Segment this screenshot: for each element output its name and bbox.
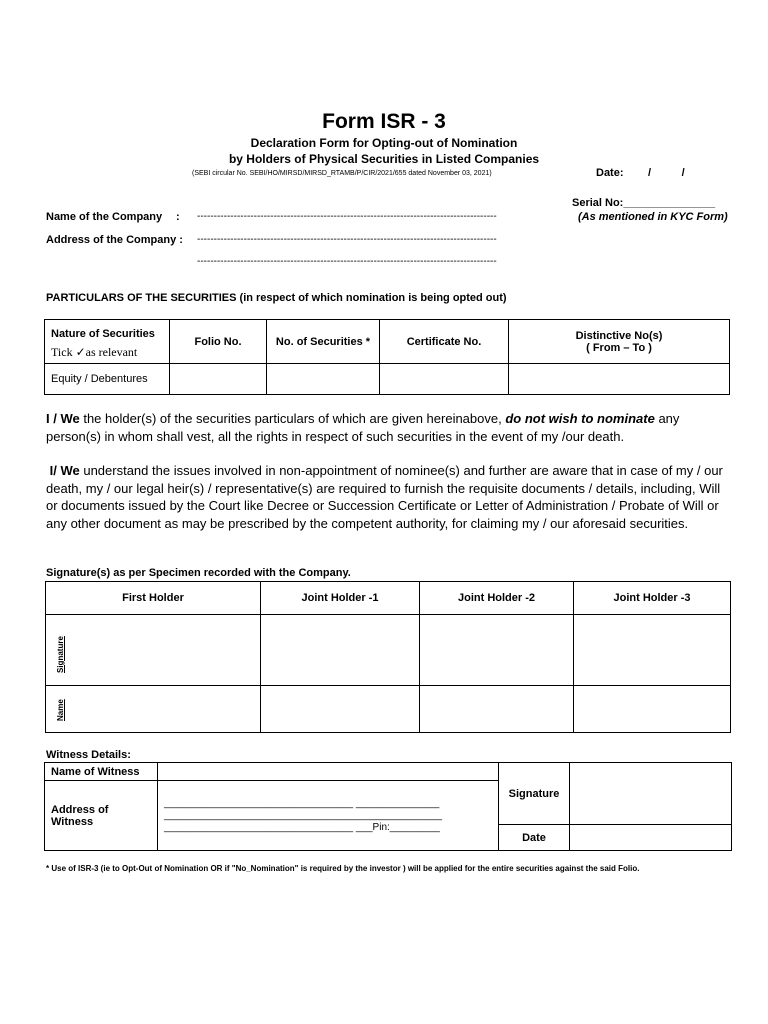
witness-table — [44, 762, 732, 851]
col-no-securities: No. of Securities * — [267, 320, 380, 364]
date-label: Date: — [596, 167, 624, 179]
name-joint-holder-3[interactable] — [574, 686, 731, 733]
name-joint-holder-1[interactable] — [261, 686, 420, 733]
witness-address-cell[interactable]: __________________________________ _______________ __________________________________________________ __________________________________ ___Pin:_________ — [158, 781, 499, 851]
witness-address-label: Address of Witness — [45, 781, 158, 851]
sig-joint-holder-2[interactable] — [420, 615, 574, 686]
witness-signature-label: Signature — [499, 763, 570, 825]
col-joint-holder-3: Joint Holder -3 — [574, 582, 731, 615]
cell-folio[interactable] — [170, 364, 267, 395]
col-first-holder: First Holder — [46, 582, 261, 615]
witness-signature-cell[interactable] — [570, 763, 732, 825]
col-certificate: Certificate No. — [380, 320, 509, 364]
form-subtitle-1: Declaration Form for Opting-out of Nomination — [250, 136, 518, 150]
witness-name-cell[interactable] — [158, 763, 499, 781]
form-subtitle-2: by Holders of Physical Securities in Listed Companies — [228, 152, 540, 166]
col-nature: Nature of Securities Tick ✓as relevant — [45, 320, 170, 364]
sig-first-holder[interactable] — [46, 615, 261, 686]
sig-joint-holder-3[interactable] — [574, 615, 731, 686]
company-name-label: Name of the Company — [46, 211, 163, 223]
serial-no: Serial No:_______________ — [572, 197, 716, 209]
col-distinctive: Distinctive No(s) ( From – To ) — [509, 320, 730, 364]
securities-table — [44, 319, 730, 395]
sebi-circular: (SEBI circular No. SEBI/HO/MIRSD/MIRSD_RTAMB/P/CIR/2021/655 dated November 03, 2021) — [192, 170, 492, 177]
company-address-line-2: ------------------------------------------------------------------------------------------ — [197, 256, 497, 267]
cell-certificate[interactable] — [380, 364, 509, 395]
col-joint-holder-2: Joint Holder -2 — [420, 582, 574, 615]
sig-joint-holder-1[interactable] — [261, 615, 420, 686]
cell-distinctive[interactable] — [509, 364, 730, 395]
signature-heading: Signature(s) as per Specimen recorded with the Company. — [46, 567, 351, 579]
row-equity-label: Equity / Debentures — [45, 364, 170, 395]
company-name-line: ------------------------------------------------------------------------------------------ — [197, 211, 497, 222]
witness-name-label: Name of Witness — [45, 763, 158, 781]
signature-table — [45, 581, 731, 733]
company-address-label: Address of the Company : — [46, 234, 183, 246]
date-separators: / / — [648, 167, 685, 179]
name-joint-holder-2[interactable] — [420, 686, 574, 733]
witness-date-cell[interactable] — [570, 825, 732, 851]
company-address-line-1: ------------------------------------------------------------------------------------------ — [197, 234, 497, 245]
witness-date-label: Date — [499, 825, 570, 851]
form-title: Form ISR - 3 — [322, 110, 446, 133]
col-joint-holder-1: Joint Holder -1 — [261, 582, 420, 615]
declaration-para-1: I / We the holder(s) of the securities particulars of which are given hereinabove, do not wish to nominate any person(s) in whom shall vest, all the rights in respect of such securities in the event of my /our death. — [46, 411, 680, 444]
witness-heading: Witness Details: — [46, 749, 131, 761]
footnote: * Use of ISR-3 (ie to Opt-Out of Nomination OR if "No_Nomination" is required by the investor ) will be applied for the entire securities against the said Folio. — [46, 864, 640, 873]
name-row-label: Name — [56, 699, 65, 721]
name-first-holder[interactable] — [46, 686, 261, 733]
cell-no-securities[interactable] — [267, 364, 380, 395]
declaration-para-2: I/ We understand the issues involved in non-appointment of nominee(s) and further are aware that in case of my / our death, my / our legal heir(s) / representative(s) are required to furnish the requisite documents / details, including, Will or documents issued by the Court like Decree or Succession Certificate or Letter of Administration / Probate of Will or any other document as may be prescribed by the competent authority, for claiming my / our aforesaid securities. — [46, 463, 723, 531]
serial-note: (As mentioned in KYC Form) — [578, 211, 728, 223]
company-name-colon: : — [176, 211, 180, 223]
col-folio: Folio No. — [170, 320, 267, 364]
securities-heading: PARTICULARS OF THE SECURITIES (in respect of which nomination is being opted out) — [46, 292, 507, 304]
signature-row-label: Signature — [56, 636, 65, 673]
